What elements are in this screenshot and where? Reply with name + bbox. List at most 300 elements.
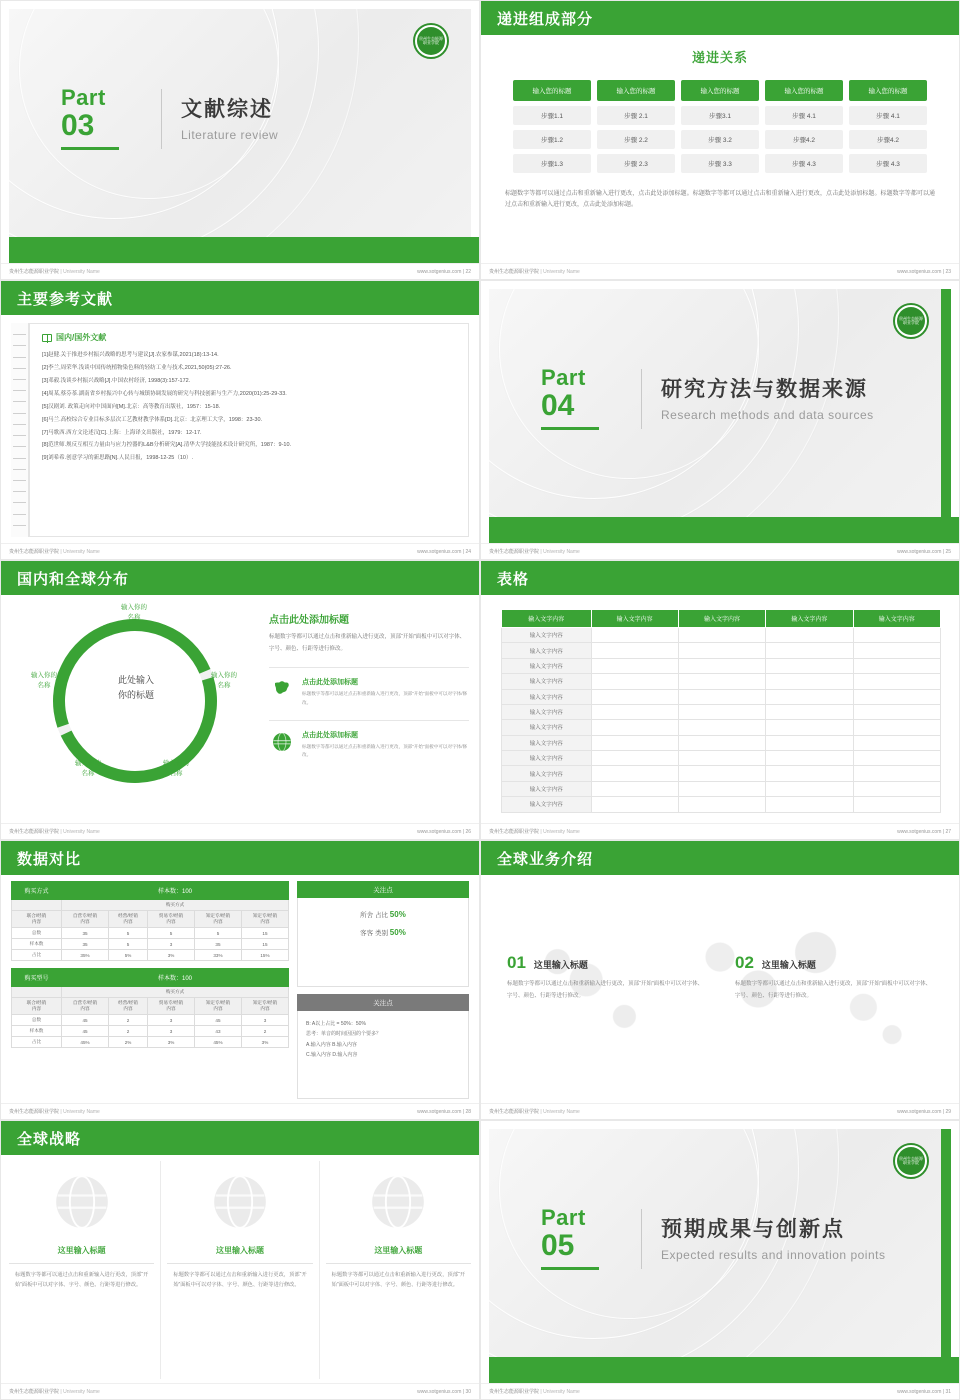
table-cell[interactable] [766, 689, 853, 704]
table-spacer [12, 900, 62, 911]
part-rule [61, 147, 119, 150]
column-step[interactable]: 步骤1.3 [513, 154, 591, 173]
footer-school: 贵州生态能源职业学院 [9, 829, 60, 835]
university-badge [413, 23, 449, 59]
reference-item: [6]马兰.高校综合专业目标多层次工艺教材教学体系[D].北京：北京理工大学，1998：23-30. [42, 416, 263, 423]
slide-body [481, 35, 959, 263]
part-divider [641, 369, 642, 429]
donut-center-line2: 你的标题 [117, 690, 154, 701]
part-title-en: Expected results and innovation points [661, 1248, 886, 1262]
table-cell[interactable] [591, 797, 678, 812]
item-title: 这里输入标题 [761, 960, 816, 970]
table-row[interactable] [502, 720, 941, 735]
divider [9, 1263, 154, 1264]
table-cell[interactable]: 45% [195, 1037, 242, 1048]
progressive-column[interactable] [849, 80, 927, 173]
table-cell[interactable]: 15% [241, 950, 288, 961]
column-step[interactable]: 步骤 4.1 [849, 106, 927, 125]
slide-footer: 贵州生态能源职业学院 | University Name www.sotgenius.com | 24 [1, 543, 479, 559]
focus-line: A.输入内容 B.输入内容 [306, 1041, 357, 1048]
donut-node-label[interactable]: 输入你的 名称 [31, 672, 57, 689]
table-cell[interactable]: 输入文字内容 [502, 689, 592, 704]
table-cell[interactable]: 3 [148, 1026, 195, 1037]
business-item-heading [735, 953, 933, 973]
part-title-cn: 研究方法与数据来源 [661, 378, 868, 401]
table-cell[interactable] [591, 766, 678, 781]
footer-url: www.sotgenius.com [897, 268, 942, 275]
table-col-label: 自营专/经销 内容 [62, 911, 109, 928]
table-cell[interactable]: 输入文字内容 [502, 751, 592, 766]
focus-body [297, 898, 469, 987]
table-cell[interactable] [678, 720, 765, 735]
table-cell[interactable] [766, 735, 853, 750]
part-title-cn: 预期成果与创新点 [661, 1218, 845, 1241]
table-subhead: 购买方式 [62, 900, 289, 911]
book-icon [42, 334, 52, 342]
item-text: 标题数字等都可以通过点击和重新输入进行更改，顶部“开始”面板中可以对字体、字号、颜色、行距等进行修改。 [173, 1272, 307, 1289]
donut-node-label[interactable]: 输入你的 名称 [75, 760, 101, 777]
column-header[interactable]: 输入您的标题 [597, 80, 675, 101]
slide-header: 国内和全球分布 [1, 561, 479, 595]
page-number: 27 [945, 828, 951, 835]
slide-data-compare[interactable] [0, 840, 480, 1120]
table-cell[interactable] [678, 797, 765, 812]
part-number: 05 [541, 1229, 575, 1262]
reference-item: [4]周某,蔡芬茶.湖南省乡村振兴中心转与城镇协调发展的研究与科技创新与生产力,2020(01):25-29-33. [42, 390, 287, 397]
table-cell[interactable] [678, 689, 765, 704]
part-divider [161, 89, 162, 149]
page-number: 31 [945, 1388, 951, 1395]
table-corner: 联合/经销 内容 [12, 998, 62, 1015]
table-cell[interactable]: 45% [62, 1037, 109, 1048]
table-cell[interactable]: 2 [108, 1015, 147, 1026]
focus-line-2: 客客 类别 [360, 929, 388, 937]
table-cell[interactable]: 5% [108, 950, 147, 961]
item-number: 02 [735, 953, 754, 972]
footer-url: www.sotgenius.com [897, 1388, 942, 1395]
slide-distribution[interactable] [0, 560, 480, 840]
table-cell[interactable] [853, 658, 940, 673]
table-cell[interactable]: 15 [241, 928, 288, 939]
table-cell[interactable] [591, 781, 678, 796]
table-cell[interactable]: 35 [195, 939, 242, 950]
slide-global-business[interactable] [480, 840, 960, 1120]
table-cell[interactable] [678, 781, 765, 796]
slide-body [1, 875, 479, 1103]
table-cell[interactable]: 2% [108, 1037, 147, 1048]
table-col-label: 经营/经销 内容 [108, 911, 147, 928]
slide-body [481, 875, 959, 1103]
focus-line: 思考：单音的时间因因的个要多？ [306, 1031, 382, 1037]
table-cell[interactable] [678, 704, 765, 719]
focus-header: 关注点 [297, 881, 469, 898]
item-text: 标题数字等都可以通过点击和重新输入进行更改，顶部“开始”面板中可以对字体、字号、颜色、行距等进行修改。 [331, 1272, 465, 1289]
slide-global-strategy[interactable] [0, 1120, 480, 1400]
column-header[interactable]: 输入您的标题 [849, 80, 927, 101]
column-step[interactable]: 步骤1.1 [513, 106, 591, 125]
slide-header: 全球业务介绍 [481, 841, 959, 875]
green-bar [489, 517, 960, 543]
table-row[interactable] [502, 689, 941, 704]
table-column-header: 输入文字内容 [678, 610, 765, 628]
strategy-item[interactable] [9, 1161, 154, 1379]
reference-item: [2]李兰,周荣华.浅谈中国传统植物染色料的轻纺工业与技术,2021,50(05):27-26. [42, 364, 232, 371]
slide-footer: 贵州生态能源职业学院 | University Name www.sotgenius.com | 26 [1, 823, 479, 839]
table-cell[interactable] [853, 704, 940, 719]
slide-header: 全球战略 [1, 1121, 479, 1155]
table-cell[interactable]: 33% [195, 950, 242, 961]
table-cell[interactable] [678, 674, 765, 689]
slide-part-05[interactable] [480, 1120, 960, 1400]
notebook-spiral-icon [11, 323, 29, 537]
donut-node-label[interactable]: 输入你的 名称 [163, 760, 189, 777]
part-title-en: Research methods and data sources [661, 408, 874, 422]
strategy-item[interactable] [167, 1161, 312, 1379]
table-cell[interactable] [766, 643, 853, 658]
table-cell[interactable] [591, 674, 678, 689]
progressive-column[interactable] [681, 80, 759, 173]
part-word: Part [541, 365, 586, 390]
donut-center-line1: 此处输入 [117, 675, 154, 685]
part-title-group [661, 1213, 885, 1262]
table-cell[interactable] [678, 735, 765, 750]
footer-university: University Name [63, 829, 100, 835]
slide-references[interactable] [0, 280, 480, 560]
table-cell[interactable] [766, 781, 853, 796]
compare-layout [11, 881, 469, 1099]
reference-list-title [42, 332, 456, 343]
slide-footer: 贵州生态能源职业学院 | University Name www.sotgenius.com | 27 [481, 823, 959, 839]
focus-header: 关注点 [297, 994, 469, 1011]
focus-panels [297, 881, 469, 1099]
page-number: 25 [945, 548, 951, 555]
table-title-right: 样本数：100 [62, 969, 289, 987]
table-row[interactable] [502, 781, 941, 796]
part-label-group [541, 1207, 631, 1270]
item-title: 这里输入标题 [215, 1246, 264, 1255]
reference-item: [8]范世师.规反互相互力量由与应力控器的L&B分析研究[A].清华大学技能技术设计研究所，1987：9-10. [42, 442, 292, 449]
compare-table-1[interactable] [11, 881, 289, 961]
green-bar [489, 1357, 960, 1383]
footer-url: www.sotgenius.com [897, 548, 942, 555]
table-cell[interactable] [591, 628, 678, 643]
reference-item: [3]邓毅.浅谈乡村振兴战略[J].中国农村经济, 1998(3):157-172. [42, 377, 191, 384]
table-cell[interactable] [678, 766, 765, 781]
badge-label: 贵州生态能源职业学院 [897, 1147, 925, 1175]
footer-school: 贵州生态能源职业学院 [9, 549, 60, 555]
column-step[interactable]: 步骤1.2 [513, 130, 591, 149]
table-cell[interactable]: 45 [62, 1026, 109, 1037]
slide-progressive[interactable] [480, 0, 960, 280]
compare-table-2[interactable] [11, 968, 289, 1048]
business-item[interactable] [507, 953, 705, 1002]
reference-item: [7]马歌西.西方文论述汉[C].上海：上海译文出版社，1979：12-17. [42, 429, 202, 436]
footer-school: 贵州生态能源职业学院 [9, 1389, 60, 1395]
column-step[interactable]: 步骤3.1 [681, 106, 759, 125]
column-step[interactable]: 步骤 3.3 [681, 154, 759, 173]
item-number: 01 [507, 953, 526, 972]
row-label: 样本数 [12, 939, 62, 950]
table-cell[interactable] [591, 751, 678, 766]
table-cell[interactable] [853, 674, 940, 689]
table-cell[interactable] [853, 751, 940, 766]
item-title: 这里输入标题 [57, 1246, 106, 1255]
table-cell[interactable]: 5 [108, 939, 147, 950]
table-cell[interactable]: 45 [62, 1015, 109, 1026]
table-cell[interactable] [766, 797, 853, 812]
table-cell[interactable]: 35 [62, 928, 109, 939]
business-item-heading [507, 953, 705, 973]
row-label: 总数 [12, 928, 62, 939]
table-cell[interactable] [678, 751, 765, 766]
university-badge [893, 303, 929, 339]
footer-university: University Name [543, 1109, 580, 1115]
reference-item: [5]汉剧刘. 政策走向对中国面向[M].北京：高等教育出版社，1957：15-18. [42, 403, 221, 410]
table-col-label: 知定专/经销 内容 [195, 911, 242, 928]
slide-body [1, 1155, 479, 1383]
compare-tables [11, 881, 289, 1099]
slide-part-04[interactable] [480, 280, 960, 560]
slide-header: 表格 [481, 561, 959, 595]
row-label: 占比 [12, 1037, 62, 1048]
table-cell[interactable]: 2 [241, 1026, 288, 1037]
table-subhead: 购买方式 [62, 987, 289, 998]
table-cell[interactable] [766, 766, 853, 781]
table-cell[interactable]: 45 [195, 1015, 242, 1026]
page-number: 23 [945, 268, 951, 275]
slide-body [1, 315, 479, 543]
table-cell[interactable] [591, 643, 678, 658]
footer-school: 贵州生态能源职业学院 [489, 549, 540, 555]
table-cell[interactable]: 输入文字内容 [502, 658, 592, 673]
feature-text: 标题数字等都可以通过点击和重新输入进行更改，顶部“开始”面板中可以对字体/修改。 [302, 743, 468, 758]
table-row[interactable] [502, 643, 941, 658]
footer-url: www.sotgenius.com [417, 828, 462, 835]
part-word: Part [541, 1205, 586, 1230]
table-cell[interactable]: 3 [148, 939, 195, 950]
slide-footer: 贵州生态能源职业学院 | University Name www.sotgenius.com | 23 [481, 263, 959, 279]
footer-school: 贵州生态能源职业学院 [489, 269, 540, 275]
table-cell[interactable]: 输入文字内容 [502, 643, 592, 658]
table-title-left: 购买型号 [12, 969, 62, 987]
table-cell[interactable]: 输入文字内容 [502, 704, 592, 719]
table-corner: 联合/经销 内容 [12, 911, 62, 928]
table-col-label: 贸易专/经销 内容 [148, 911, 195, 928]
notebook [11, 323, 469, 537]
focus-line: C.输入内容 D.输入内容 [306, 1052, 358, 1058]
table-row[interactable] [502, 797, 941, 812]
section-title: 点击此处添加标题 [269, 615, 349, 626]
table-cell[interactable]: 输入文字内容 [502, 781, 592, 796]
table-cell[interactable] [853, 797, 940, 812]
divider [160, 1161, 161, 1379]
table-cell[interactable] [591, 658, 678, 673]
table-row[interactable] [502, 751, 941, 766]
table-cell[interactable] [853, 689, 940, 704]
focus-value-1: 50% [389, 910, 406, 919]
table-cell[interactable]: 3% [148, 1037, 195, 1048]
table-col-label: 经营/经销 内容 [108, 998, 147, 1015]
part-title-en: Literature review [181, 128, 279, 142]
table-cell[interactable] [853, 766, 940, 781]
table-cell[interactable] [678, 643, 765, 658]
reference-page [29, 323, 469, 537]
table-cell[interactable]: 3% [148, 950, 195, 961]
progressive-column[interactable] [513, 80, 591, 173]
progressive-column[interactable] [597, 80, 675, 173]
table-cell[interactable] [766, 704, 853, 719]
table-cell[interactable] [853, 643, 940, 658]
globe-icon [269, 730, 295, 754]
column-step[interactable]: 步骤 4.1 [765, 106, 843, 125]
table-column-header: 输入文字内容 [591, 610, 678, 628]
table-cell[interactable] [853, 735, 940, 750]
green-accent [941, 1129, 951, 1359]
column-step[interactable]: 步骤 4.3 [765, 154, 843, 173]
progressive-column[interactable] [765, 80, 843, 173]
slide-part-03[interactable] [0, 0, 480, 280]
slide-footer: 贵州生态能源职业学院 | University Name www.sotgenius.com | 22 [1, 263, 479, 279]
table-cell[interactable] [766, 751, 853, 766]
strategy-item[interactable] [326, 1161, 471, 1379]
table-cell[interactable]: 输入文字内容 [502, 766, 592, 781]
table-cell[interactable]: 43 [195, 1026, 242, 1037]
reference-list-title-text: 国内/国外文献 [56, 333, 107, 342]
data-table[interactable] [501, 609, 941, 813]
table-cell[interactable]: 输入文字内容 [502, 797, 592, 812]
row-label: 总数 [12, 1015, 62, 1026]
table-cell[interactable]: 3% [241, 1037, 288, 1048]
feature-item[interactable] [269, 720, 469, 760]
table-cell[interactable]: 3 [148, 1015, 195, 1026]
table-title-right: 样本数：100 [62, 882, 289, 900]
slide-footer: 贵州生态能源职业学院 | University Name www.sotgenius.com | 28 [1, 1103, 479, 1119]
feature-title: 点击此处添加标题 [302, 679, 358, 687]
donut-center-label [91, 673, 181, 704]
slide-footer: 贵州生态能源职业学院 | University Name www.sotgenius.com | 30 [1, 1383, 479, 1399]
table-column-header: 输入文字内容 [502, 610, 592, 628]
table-column-header: 输入文字内容 [853, 610, 940, 628]
table-cell[interactable] [766, 720, 853, 735]
reference-item: [9]刘希希.创意学习的新思路[N].人民日报，1998-12-25（10）. [42, 455, 193, 462]
table-cell[interactable]: 3 [241, 1015, 288, 1026]
column-header[interactable]: 输入您的标题 [513, 80, 591, 101]
table-row[interactable] [502, 766, 941, 781]
table-cell[interactable] [591, 704, 678, 719]
footer-school: 贵州生态能源职业学院 [489, 1109, 540, 1115]
table-cell[interactable] [853, 628, 940, 643]
table-cell[interactable]: 15 [241, 939, 288, 950]
slide-body [481, 595, 959, 823]
footer-university: University Name [543, 829, 580, 835]
table-cell[interactable]: 35 [62, 939, 109, 950]
table-row[interactable] [502, 628, 941, 643]
column-step[interactable]: 步骤4.2 [765, 130, 843, 149]
table-row[interactable] [502, 674, 941, 689]
slide-table[interactable] [480, 560, 960, 840]
table-cell[interactable]: 5 [195, 928, 242, 939]
table-row[interactable] [502, 735, 941, 750]
table-row[interactable] [502, 658, 941, 673]
focus-value-2: 50% [389, 927, 406, 937]
table-cell[interactable] [678, 628, 765, 643]
column-step[interactable]: 步骤4.2 [849, 130, 927, 149]
column-step[interactable]: 步骤 3.2 [681, 130, 759, 149]
table-cell[interactable] [766, 658, 853, 673]
table-cell[interactable] [678, 658, 765, 673]
table-cell[interactable]: 输入文字内容 [502, 628, 592, 643]
table-cell[interactable]: 35% [62, 950, 109, 961]
table-col-label: 知定专/经销 内容 [241, 998, 288, 1015]
column-header[interactable]: 输入您的标题 [681, 80, 759, 101]
footer-school: 贵州生态能源职业学院 [9, 1109, 60, 1115]
table-cell[interactable]: 5 [108, 928, 147, 939]
table-cell[interactable] [766, 674, 853, 689]
footer-url: www.sotgenius.com [417, 268, 462, 275]
table-row[interactable] [502, 704, 941, 719]
table-cell[interactable]: 输入文字内容 [502, 720, 592, 735]
part-title-group [181, 93, 278, 142]
footer-url: www.sotgenius.com [417, 1388, 462, 1395]
globe-icon [360, 1171, 436, 1233]
table-cell[interactable] [591, 735, 678, 750]
part-title-group [661, 373, 874, 422]
green-accent [941, 289, 951, 519]
table-cell[interactable]: 输入文字内容 [502, 674, 592, 689]
reference-list [42, 349, 456, 465]
table-cell[interactable] [853, 720, 940, 735]
column-step[interactable]: 步骤 4.3 [849, 154, 927, 173]
table-cell[interactable] [591, 689, 678, 704]
table-cell[interactable] [766, 628, 853, 643]
table-header-row [502, 610, 941, 628]
column-step[interactable]: 步骤 2.3 [597, 154, 675, 173]
donut-node-label[interactable]: 输入你的 名称 [121, 604, 147, 621]
feature-text: 标题数字等都可以通过点击和重新输入进行更改，顶部“开始”面板中可以对字体/修改。 [302, 691, 468, 705]
badge-label: 贵州生态能源职业学院 [417, 27, 445, 55]
table-cell[interactable]: 2 [108, 1026, 147, 1037]
part-label-group [61, 87, 151, 150]
table-cell[interactable] [853, 781, 940, 796]
globe-icon [202, 1171, 278, 1233]
table-cell[interactable] [591, 720, 678, 735]
table-cell[interactable]: 输入文字内容 [502, 735, 592, 750]
green-bar [9, 237, 480, 263]
page-number: 22 [465, 268, 471, 275]
footer-school: 贵州生态能源职业学院 [9, 269, 60, 275]
feature-title: 点击此处添加标题 [302, 731, 358, 739]
column-header[interactable]: 输入您的标题 [765, 80, 843, 101]
section-title: 递进关系 [691, 50, 748, 65]
feature-item[interactable] [269, 667, 469, 707]
table-col-label: 知定专/经销 内容 [241, 911, 288, 928]
column-step[interactable]: 步骤 2.2 [597, 130, 675, 149]
donut-node-label[interactable]: 输入你的 名称 [211, 672, 237, 689]
slide-background [489, 289, 951, 519]
focus-line: B: A以上占比 = 50%：50% [306, 1020, 366, 1027]
table-cell[interactable]: 5 [148, 928, 195, 939]
part-divider [641, 1209, 642, 1269]
footer-url: www.sotgenius.com [897, 1108, 942, 1115]
part-title-cn: 文献综述 [181, 98, 273, 121]
column-step[interactable]: 步骤 2.1 [597, 106, 675, 125]
slide-header: 主要参考文献 [1, 281, 479, 315]
footer-url: www.sotgenius.com [417, 1108, 462, 1115]
business-item[interactable] [735, 953, 933, 1002]
focus-line-1: 所舍 占比 [360, 912, 388, 919]
part-rule [541, 427, 599, 430]
item-title: 这里输入标题 [533, 960, 588, 970]
